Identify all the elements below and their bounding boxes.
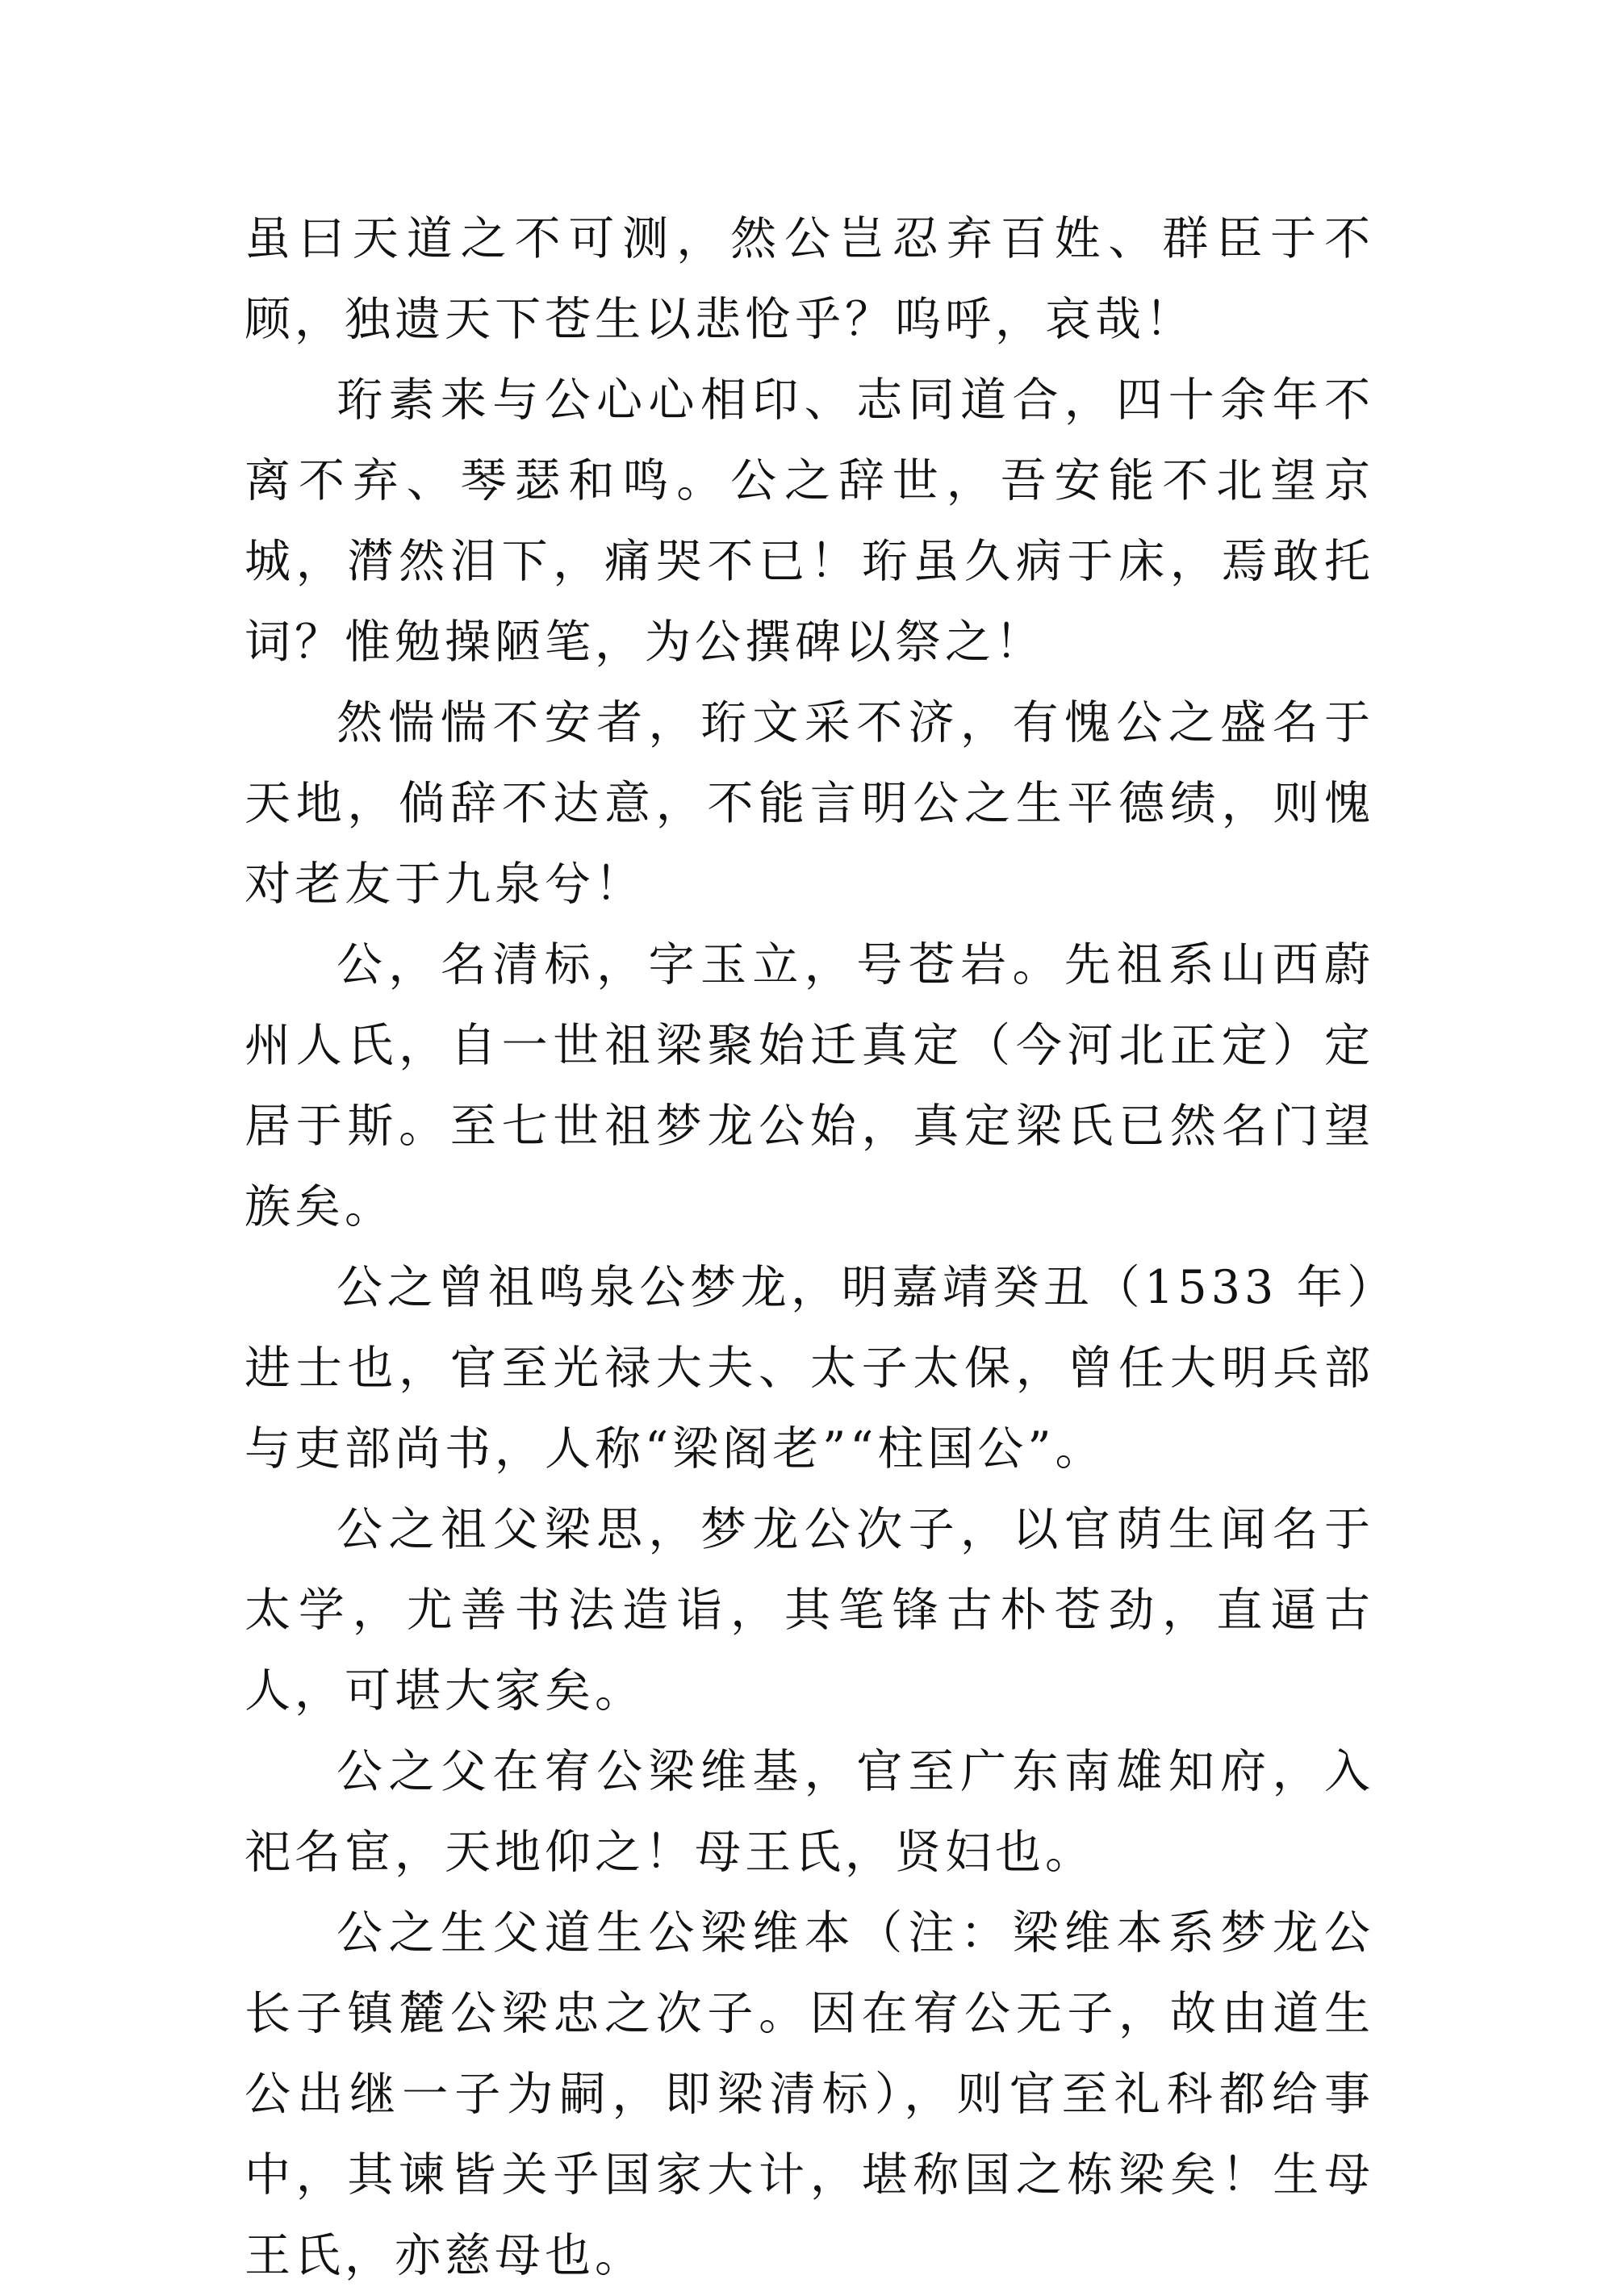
paragraph-1: 虽曰天道之不可测，然公岂忍弃百姓、群臣于不顾，独遗天下苍生以悲怆乎？呜呼，哀哉！	[245, 212, 1374, 346]
document-body	[245, 198, 1374, 2296]
paragraph-4: 公，名清标，字玉立，号苍岩。先祖系山西蔚州人氏，自一世祖梁聚始迁真定（今河北正定）定居于斯。至七世祖梦龙公始，真定梁氏已然名门望族矣。	[245, 938, 1374, 1234]
paragraph-7: 公之父在宥公梁维基，官至广东南雄知府，入祀名宦，天地仰之！母王氏，贤妇也。	[245, 1745, 1374, 1879]
paragraph-6: 公之祖父梁思，梦龙公次子，以官荫生闻名于太学，尤善书法造诣，其笔锋古朴苍劲，直逼古人，可堪大家矣。	[245, 1503, 1374, 1718]
paragraph-8: 公之生父道生公梁维本（注：梁维本系梦龙公长子镇麓公梁忠之次子。因在宥公无子，故由道生公出继一子为嗣，即梁清标），则官至礼科都给事中，其谏皆关乎国家大计，堪称国之栋梁矣！生母王氏，亦慈母也。	[245, 1906, 1374, 2282]
paragraph-3: 然惴惴不安者，珩文采不济，有愧公之盛名于天地，倘辞不达意，不能言明公之生平德绩，则愧对老友于九泉兮！	[245, 696, 1374, 911]
paragraph-2: 珩素来与公心心相印、志同道合，四十余年不离不弃、琴瑟和鸣。公之辞世，吾安能不北望京城，潸然泪下，痛哭不已！珩虽久病于床，焉敢托词？惟勉操陋笔，为公撰碑以祭之！	[245, 374, 1374, 669]
paragraph-5: 公之曾祖鸣泉公梦龙，明嘉靖癸丑（1533 年）进士也，官至光禄大夫、太子太保，曾任大明兵部与吏部尚书，人称“梁阁老”“柱国公”。	[245, 1261, 1374, 1476]
